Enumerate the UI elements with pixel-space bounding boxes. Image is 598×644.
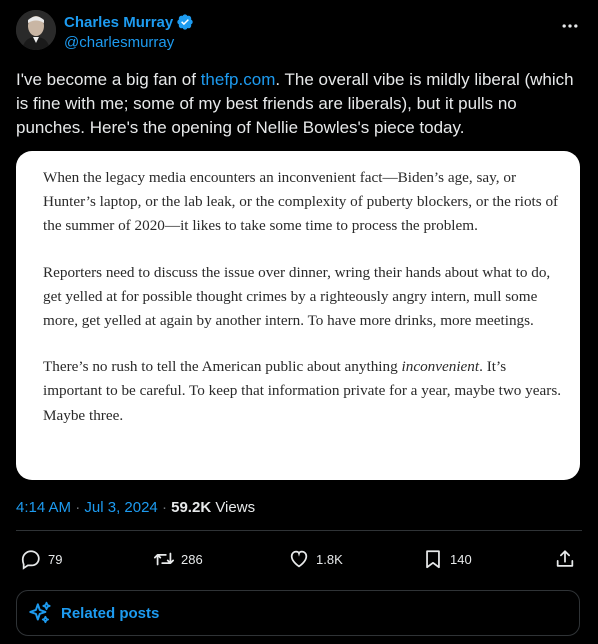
author-handle[interactable]: @charlesmurray — [64, 34, 175, 51]
reply-count: 79 — [48, 551, 63, 567]
reply-button[interactable] — [20, 544, 62, 574]
author-name[interactable]: Charles Murray — [64, 13, 174, 31]
tweet-text-part: I've become a big fan of — [16, 70, 201, 89]
avatar[interactable] — [16, 10, 56, 50]
bookmark-button[interactable] — [422, 544, 472, 574]
quote-paragraph-1: When the legacy media encounters an inconvenient fact—Biden’s age, say, or Hunter’s laptop, or the lab leak, or the complexity of puberty blockers, or the riots of the summer of 2020—it likes to take some time to process the problem. — [43, 169, 559, 235]
views-count: 59.2K — [171, 499, 212, 516]
more-icon — [560, 16, 580, 36]
tweet-time[interactable]: 4:14 AM — [16, 499, 72, 516]
tweet-header — [16, 10, 582, 56]
repost-count: 286 — [181, 551, 203, 567]
thefp-link[interactable]: thefp.com — [200, 70, 276, 89]
tweet-meta — [16, 499, 255, 516]
related-posts-button[interactable] — [16, 590, 580, 636]
meta-separator: · — [157, 499, 172, 516]
views-label: Views — [211, 499, 256, 516]
quote-paragraph-3 — [43, 355, 562, 428]
tweet-text-part: . The overall vibe is mildly liberal (which is fine with me; some of my best friends are liberals), but it pulls no punches. Here's the opening of Nellie Bowles's piece today. — [16, 70, 574, 137]
share-button[interactable] — [554, 548, 576, 575]
related-posts-label: Related posts — [61, 604, 160, 622]
quote-text-part: . It’s important to be careful. To keep that information private for a year, maybe two years. Maybe three. — [43, 358, 562, 424]
repost-icon — [153, 548, 175, 570]
tweet-date[interactable]: Jul 3, 2024 — [84, 499, 158, 516]
heart-icon — [288, 548, 310, 570]
like-count: 1.8K — [316, 551, 343, 567]
divider — [16, 530, 582, 531]
repost-button[interactable] — [153, 544, 203, 574]
action-bar — [16, 544, 582, 574]
reply-icon — [20, 548, 42, 570]
quote-italic-word: inconvenient — [401, 358, 480, 376]
author-name-row — [64, 13, 194, 31]
quote-image[interactable] — [16, 151, 580, 480]
quote-paragraph-2: Reporters need to discuss the issue over dinner, wring their hands about what to do, get yelled at for possible thought crimes by a righteously angry intern, mull some more, get yelled at again by another intern. To have more drinks, more meetings. — [43, 263, 551, 330]
bookmark-icon — [422, 548, 444, 570]
share-icon — [554, 548, 576, 570]
tweet-text — [16, 68, 576, 140]
more-options-button[interactable] — [558, 14, 582, 38]
meta-separator: · — [71, 499, 85, 516]
avatar-image — [16, 10, 56, 50]
sparkle-icon — [27, 600, 53, 626]
quote-text-part: There’s no rush to tell the American public about anything — [43, 358, 402, 376]
verified-badge-icon — [176, 13, 194, 31]
bookmark-count: 140 — [450, 551, 472, 567]
like-button[interactable] — [288, 544, 343, 574]
